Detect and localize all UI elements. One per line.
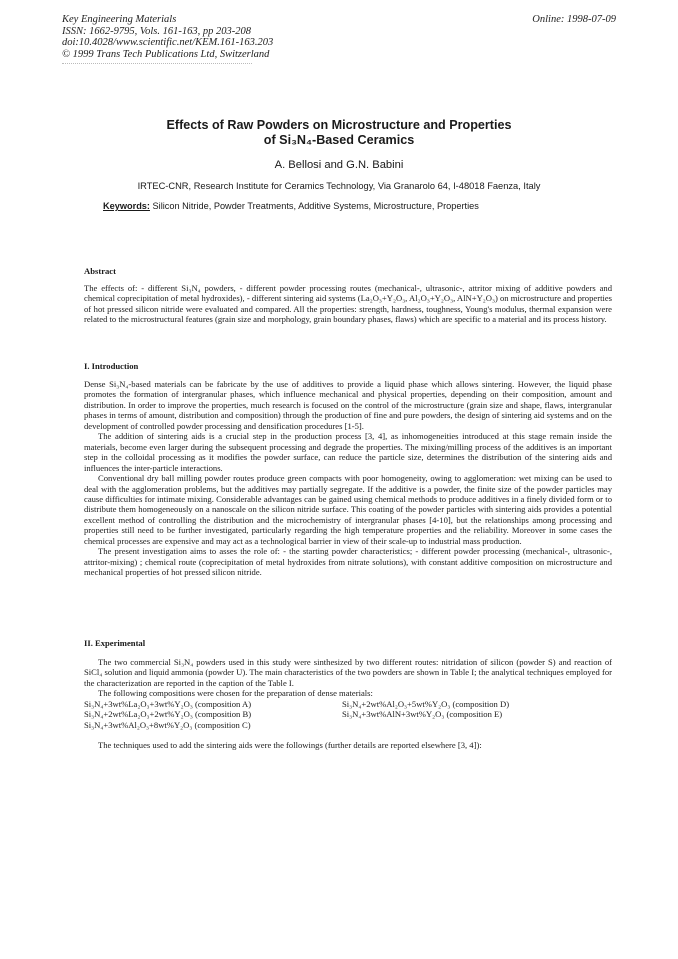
introduction-heading: I. Introduction [84,361,139,371]
copyright-line: © 1999 Trans Tech Publications Ltd, Switzerland [62,48,270,60]
keywords-text: Silicon Nitride, Powder Treatments, Additive Systems, Microstructure, Properties [152,201,479,211]
techniques-paragraph: The techniques used to add the sintering aids were the followings (further details are reported elsewhere [3, 4]): [98,740,482,750]
composition-d: Si₃N₄+2wt%Al₂O₃+5wt%Y₂O₃ (composition D) [342,699,510,709]
experimental-heading: II. Experimental [84,638,146,648]
composition-e: Si₃N₄+3wt%AlN+3wt%Y₂O₃ (composition E) [342,709,503,720]
intro-paragraph: The present investigation aims to asses the role of: - the starting powder characteristics; - different powder processing (mechanical-, ultrasonic-, attritor-mixing) ; chemical route (coprecipitation of metal hydroxides from nitrate solutions), with constant additive composition on microstructure and mechanical properties of hot pressed silicon nitride. [84,546,612,578]
introduction-body [84,379,612,578]
online-date: Online: 1998-07-09 [532,14,616,25]
techniques-sentence [84,740,612,750]
authors: A. Bellosi and G.N. Babini [274,159,404,171]
composition-row [84,720,612,730]
journal-header [62,14,273,60]
intro-paragraph: Conventional dry ball milling powder routes produce green compacts with poor homogeneity, owing to agglomeration: wet mixing can be used to deal with the agglomeration problems, but the additives may partially segregate. If the additive is a powder, the finite size of the powder particles may cause difficulties for intimate mixing. Considerable advantages can be gained using chemical methods to produce additives in a finely divided form or to distribute them homogeneously on a nanoscale on the silicon nitride surface. This coating of the powder particles with sintering aids provides a potential excellent method of controlling the distribution and the microchemistry of intergranular phases [4-10], but the relationships among processing and properties still need to be further investigated, particularly regarding the high temperature properties and the reliability. Moreover in some cases the chemical processes are expensive and may act as a technological barrier in view of their scale-up to industrial mass production. [84,473,612,546]
experimental-body [84,657,612,699]
abstract-paragraph: The effects of: - different Si₃N₄ powders, - different powder processing routes (mechanical-, ultrasonic-, attritor mixing of additive powders and chemical coprecipitation of metal hydroxides), - different sintering aid systems (La₂O₃+Y₂O₃, Al₂O₃+Y₂O₃, AlN+Y₂O₃) on microstructure and properties of hot pressed silicon nitride were evaluated and compared. All the properties: strength, hardness, toughness, Young's modulus, thermal expansion were related to the microstructural features (grain size and morphology, grain boundary phases, flaws) which are specific to a material and its process history. [84,283,612,325]
composition-row [84,699,612,709]
abstract-body [84,283,612,325]
intro-paragraph: Dense Si₃N₄-based materials can be fabricate by the use of additives to provide a liquid phase which allows sintering. However, the liquid phase promotes the formation of intergranular phases, which influence mechanical and physical properties, depending on their composition, amount and distribution. In order to improve the properties, much research is focused on the control of the microstructure (grain size and shape, flaws, intergranular phases in terms of amount, distribution and composition) through the production of fine and pure powders, the design of sintering aid systems and on the development of controlled powder processing and densification procedures [1-5]. [84,379,612,431]
experimental-paragraph: The following compositions were chosen for the preparation of dense materials: [98,688,373,699]
keywords [103,201,479,211]
experimental-paragraph: The two commercial Si₃N₄ powders used in this study were sinthesized by two different routes: nitridation of silicon (powder S) and reaction of SiCl₄ solution and liquid ammonia (powder U). The main characteristics of the two powders are shown in Table I; the analytical techniques employed for the characterization are reported in the caption of the Table I. [84,657,612,688]
paper-title [60,118,618,148]
composition-c: Si₃N₄+3wt%Al₂O₃+8wt%Y₂O₃ (composition C) [84,719,251,730]
intro-paragraph: The addition of sintering aids is a crucial step in the production process [3, 4], as inhomogeneities introduced at this stage remain inside the materials, become even larger during the subsequent processing and degrade the properties. The mixing/milling process of the additives is an important step in the colloidal processing as it modifies the powder surface, can reduce the particle size, determines the distribution of the sintering aids and influences the inter-particle interactions. [84,431,612,473]
abstract-heading: Abstract [84,266,116,276]
keywords-label: Keywords: [103,201,150,211]
faint-header-remnant [62,63,252,67]
doi-line: doi:10.4028/www.scientific.net/KEM.161-163.203 [62,37,274,49]
composition-a: Si₃N₄+3wt%La₂O₃+3wt%Y₂O₃ (composition A) [84,699,252,709]
issn-line: ISSN: 1662-9795, Vols. 161-163, pp 203-208 [62,25,251,37]
title-line-2: of Si₃N₄-Based Ceramics [263,133,415,147]
composition-row [84,709,612,719]
composition-list [84,699,612,730]
journal-name: Key Engineering Materials [62,14,177,25]
composition-b: Si₃N₄+2wt%La₂O₃+2wt%Y₂O₃ (composition B) [84,709,252,720]
title-line-1: Effects of Raw Powders on Microstructure and Properties [166,118,512,132]
affiliation: IRTEC-CNR, Research Institute for Ceramics Technology, Via Granarolo 64, I-48018 Faenza, Italy [137,181,541,191]
